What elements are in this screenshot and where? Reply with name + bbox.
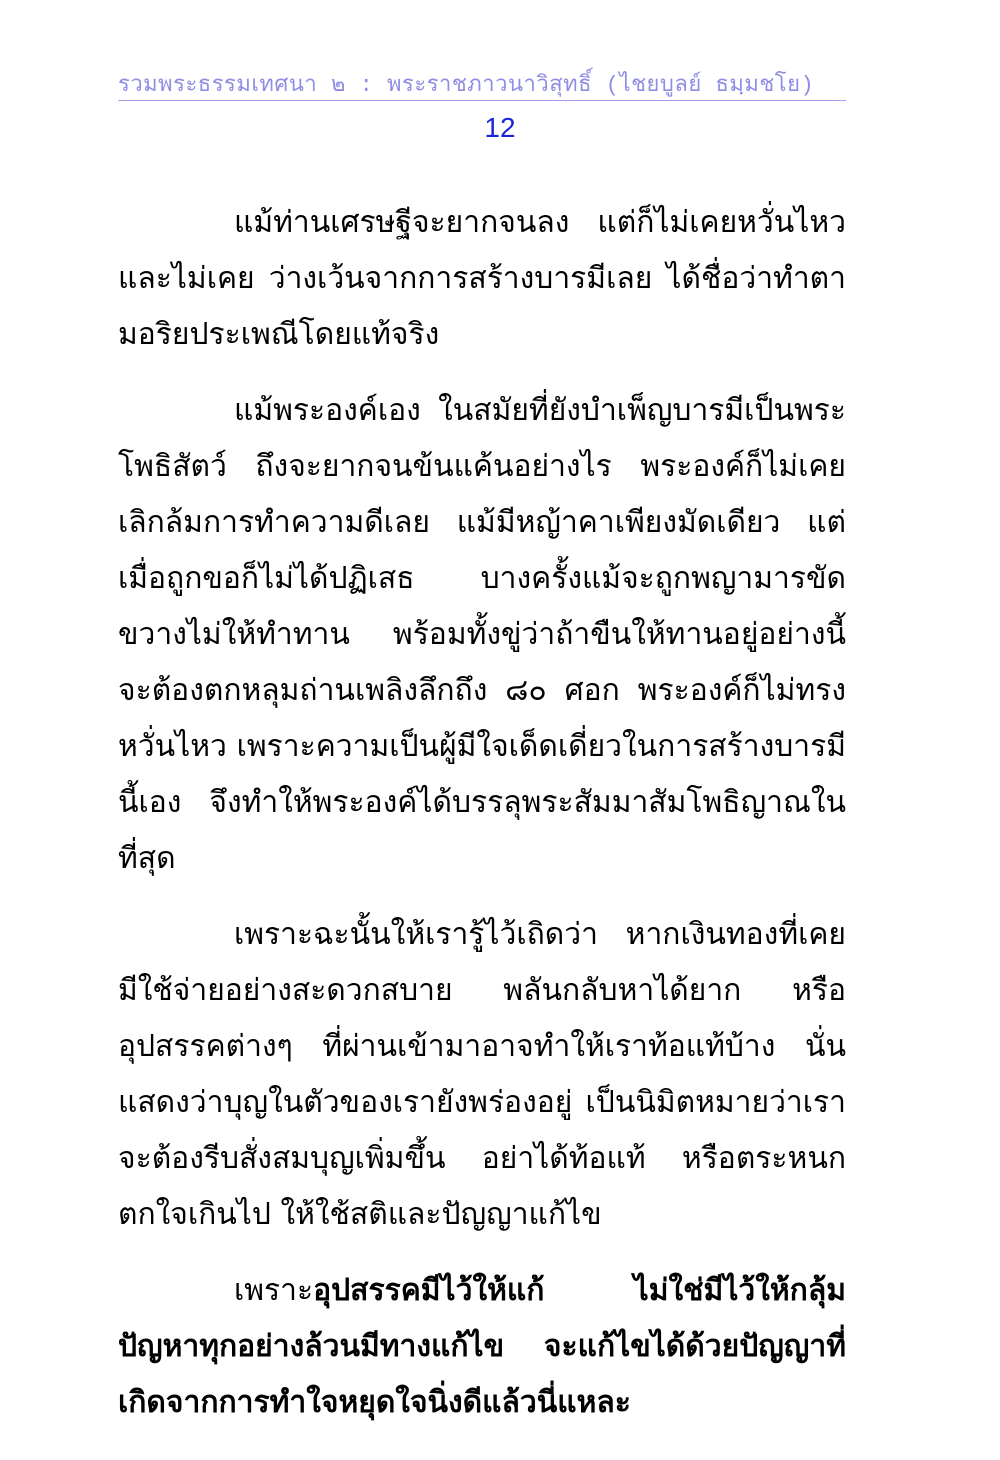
header-divider — [118, 100, 846, 101]
paragraph-4-lead: เพราะ — [234, 1273, 314, 1308]
paragraph-4-emphasis: อุปสรรคมีไว้ให้แก้ ไม่ใช่มีไว้ให้กลุ้ม ปัญหาทุกอย่างล้วนมีทางแก้ไข จะแก้ไขได้ด้วยปัญญาที่เกิดจากการทำใจหยุดใจนิ่งดีแล้วนี่แหละ — [118, 1273, 846, 1420]
body-text — [118, 195, 846, 1451]
paragraph-4 — [118, 1263, 846, 1431]
running-header: รวมพระธรรมเทศนา ๒ : พระราชภาวนาวิสุทธิ์ (ไชยบูลย์ ธมฺมชโย) — [118, 73, 815, 98]
paragraph-3: เพราะฉะนั้นให้เรารู้ไว้เถิดว่า หากเงินทองที่เคยมีใช้จ่ายอย่างสะดวกสบาย พลันกลับหาได้ยาก หรืออุปสรรคต่างๆ ที่ผ่านเข้ามาอาจทำให้เราท้อแท้บ้าง นั่นแสดงว่าบุญในตัวของเรายังพร่องอยู่ เป็นนิมิตหมายว่าเราจะต้องรีบสั่งสมบุญเพิ่มขึ้น อย่าได้ท้อแท้ หรือตระหนกตกใจเกินไป ให้ใช้สติและปัญญาแก้ไข — [118, 917, 846, 1232]
page-number: 12 — [484, 112, 516, 143]
paragraph-1: แม้ท่านเศรษฐีจะยากจนลง แต่ก็ไม่เคยหวั่นไหวและไม่เคย ว่างเว้นจากการสร้างบารมีเลย ได้ชื่อว่าทำตามอริยประเพณีโดยแท้จริง — [118, 205, 846, 352]
paragraph-2: แม้พระองค์เอง ในสมัยที่ยังบำเพ็ญบารมีเป็นพระโพธิสัตว์ ถึงจะยากจนข้นแค้นอย่างไร พระองค์ก็ไม่เคยเลิกล้มการทำความดีเลย แม้มีหญ้าคาเพียงมัดเดียว แต่เมื่อถูกขอก็ไม่ได้ปฏิเสธ บางครั้งแม้จะถูกพญามารขัดขวางไม่ให้ทำทาน พร้อมทั้งขู่ว่าถ้าขืนให้ทานอยู่อย่างนี้ จะต้องตกหลุมถ่านเพลิงลึกถึง ๘๐ ศอก พระองค์ก็ไม่ทรงหวั่นไหว เพราะความเป็นผู้มีใจเด็ดเดี่ยวในการสร้างบารมีนี้เอง จึงทำให้พระองค์ได้บรรลุพระสัมมาสัมโพธิญาณในที่สุด — [118, 393, 846, 876]
